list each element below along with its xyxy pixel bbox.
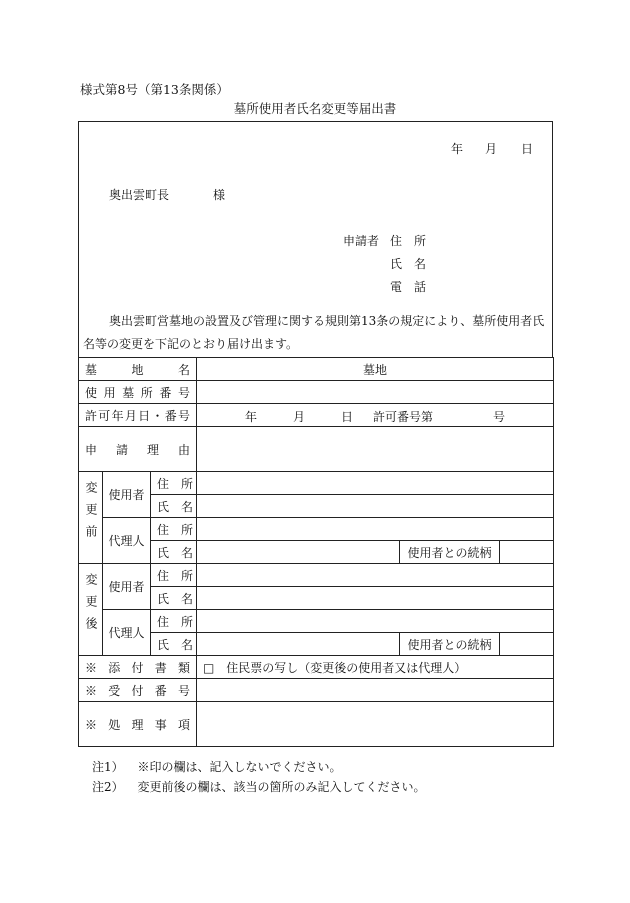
- receipt-field: [197, 679, 554, 702]
- date-year: 年: [451, 142, 464, 156]
- row-before-agent-name: [79, 541, 554, 564]
- note-2-number: 注2）: [92, 780, 124, 794]
- addressee-name: 奥出雲町長: [109, 188, 170, 202]
- before-relation-label: 使用者との続柄: [400, 541, 500, 564]
- after-user-name-label: 氏 名: [151, 587, 197, 610]
- permit-month: 月: [293, 410, 306, 424]
- row-before-agent-address: [79, 518, 554, 541]
- row-plot-number: [79, 381, 554, 404]
- after-user-address-label: 住 所: [151, 564, 197, 587]
- row-permit: [79, 404, 554, 427]
- before-agent-label: 代理人: [103, 518, 151, 564]
- before-label: [79, 472, 103, 564]
- after-user-label: 使用者: [103, 564, 151, 610]
- after-relation-label: 使用者との続柄: [400, 633, 500, 656]
- date-day: 日: [521, 142, 534, 156]
- after-agent-address-field[interactable]: [197, 610, 554, 633]
- applicant-address-label: 住 所: [390, 234, 427, 248]
- attachments-label: ※添付書類: [79, 656, 197, 679]
- after-user-address-field[interactable]: [197, 564, 554, 587]
- before-agent-name-field[interactable]: [197, 541, 400, 564]
- row-cemetery: [79, 358, 554, 381]
- after-agent-address-label: 住 所: [151, 610, 197, 633]
- row-after-agent-name: [79, 633, 554, 656]
- permit-year: 年: [245, 410, 258, 424]
- after-agent-label: 代理人: [103, 610, 151, 656]
- after-relation-field[interactable]: [500, 633, 554, 656]
- attachments-field: [197, 656, 554, 679]
- row-reason: [79, 427, 554, 472]
- reason-label: 申請理由: [79, 427, 197, 472]
- after-agent-name-field[interactable]: [197, 633, 400, 656]
- attachment-text: 住民票の写し（変更後の使用者又は代理人）: [226, 660, 467, 675]
- plot-number-field[interactable]: [197, 381, 554, 404]
- note-1-text: ※印の欄は、記入しないでください。: [137, 760, 342, 774]
- row-processing: [79, 702, 554, 747]
- after-label-text: 変更後: [84, 572, 98, 639]
- after-agent-name-label: 氏 名: [151, 633, 197, 656]
- row-before-user-address: [79, 472, 554, 495]
- note-1-number: 注1）: [92, 760, 124, 774]
- permit-number-label: 許可番号第: [373, 410, 434, 424]
- before-user-name-label: 氏 名: [151, 495, 197, 518]
- attachment-checkbox[interactable]: □: [203, 660, 215, 675]
- permit-go: 号: [493, 410, 506, 424]
- permit-label: 許可年月日・番号: [79, 404, 197, 427]
- before-relation-field[interactable]: [500, 541, 554, 564]
- notice-text: 奥出雲町営墓地の設置及び管理に関する規則第13条の規定により、墓所使用者氏名等の変更を下記のとおり届け出ます。: [83, 314, 545, 351]
- row-after-agent-address: [79, 610, 554, 633]
- before-user-name-field[interactable]: [197, 495, 554, 518]
- row-receipt: [79, 679, 554, 702]
- permit-field[interactable]: [197, 404, 554, 427]
- processing-label: ※処理事項: [79, 702, 197, 747]
- cemetery-label: 墓地名: [79, 358, 197, 381]
- note-2: [92, 778, 425, 795]
- row-attachments: [79, 656, 554, 679]
- before-label-text: 変更前: [84, 480, 98, 547]
- form-table: [78, 357, 554, 747]
- cemetery-field[interactable]: 墓地: [197, 358, 554, 381]
- plot-number-label: 使用墓所番号: [79, 381, 197, 404]
- applicant-phone-label: 電 話: [390, 280, 427, 294]
- applicant-name-label: 氏 名: [390, 257, 427, 271]
- note-2-text: 変更前後の欄は、該当の箇所のみ記入してください。: [137, 780, 426, 794]
- row-before-user-name: [79, 495, 554, 518]
- before-user-address-field[interactable]: [197, 472, 554, 495]
- processing-field: [197, 702, 554, 747]
- before-agent-address-label: 住 所: [151, 518, 197, 541]
- before-agent-address-field[interactable]: [197, 518, 554, 541]
- document-title: 墓所使用者氏名変更等届出書: [233, 101, 397, 116]
- before-user-address-label: 住 所: [151, 472, 197, 495]
- before-user-label: 使用者: [103, 472, 151, 518]
- row-after-user-address: [79, 564, 554, 587]
- after-user-name-field[interactable]: [197, 587, 554, 610]
- date-month: 月: [485, 142, 498, 156]
- form-label: 様式第8号（第13条関係）: [80, 82, 229, 97]
- note-1: [92, 758, 341, 775]
- row-after-user-name: [79, 587, 554, 610]
- addressee-honorific: 様: [213, 188, 226, 202]
- receipt-label: ※受付番号: [79, 679, 197, 702]
- form-header-box: [78, 121, 553, 357]
- reason-field[interactable]: [197, 427, 554, 472]
- applicant-label: 申請者: [343, 234, 380, 248]
- permit-day: 日: [341, 410, 354, 424]
- before-agent-name-label: 氏 名: [151, 541, 197, 564]
- after-label: [79, 564, 103, 656]
